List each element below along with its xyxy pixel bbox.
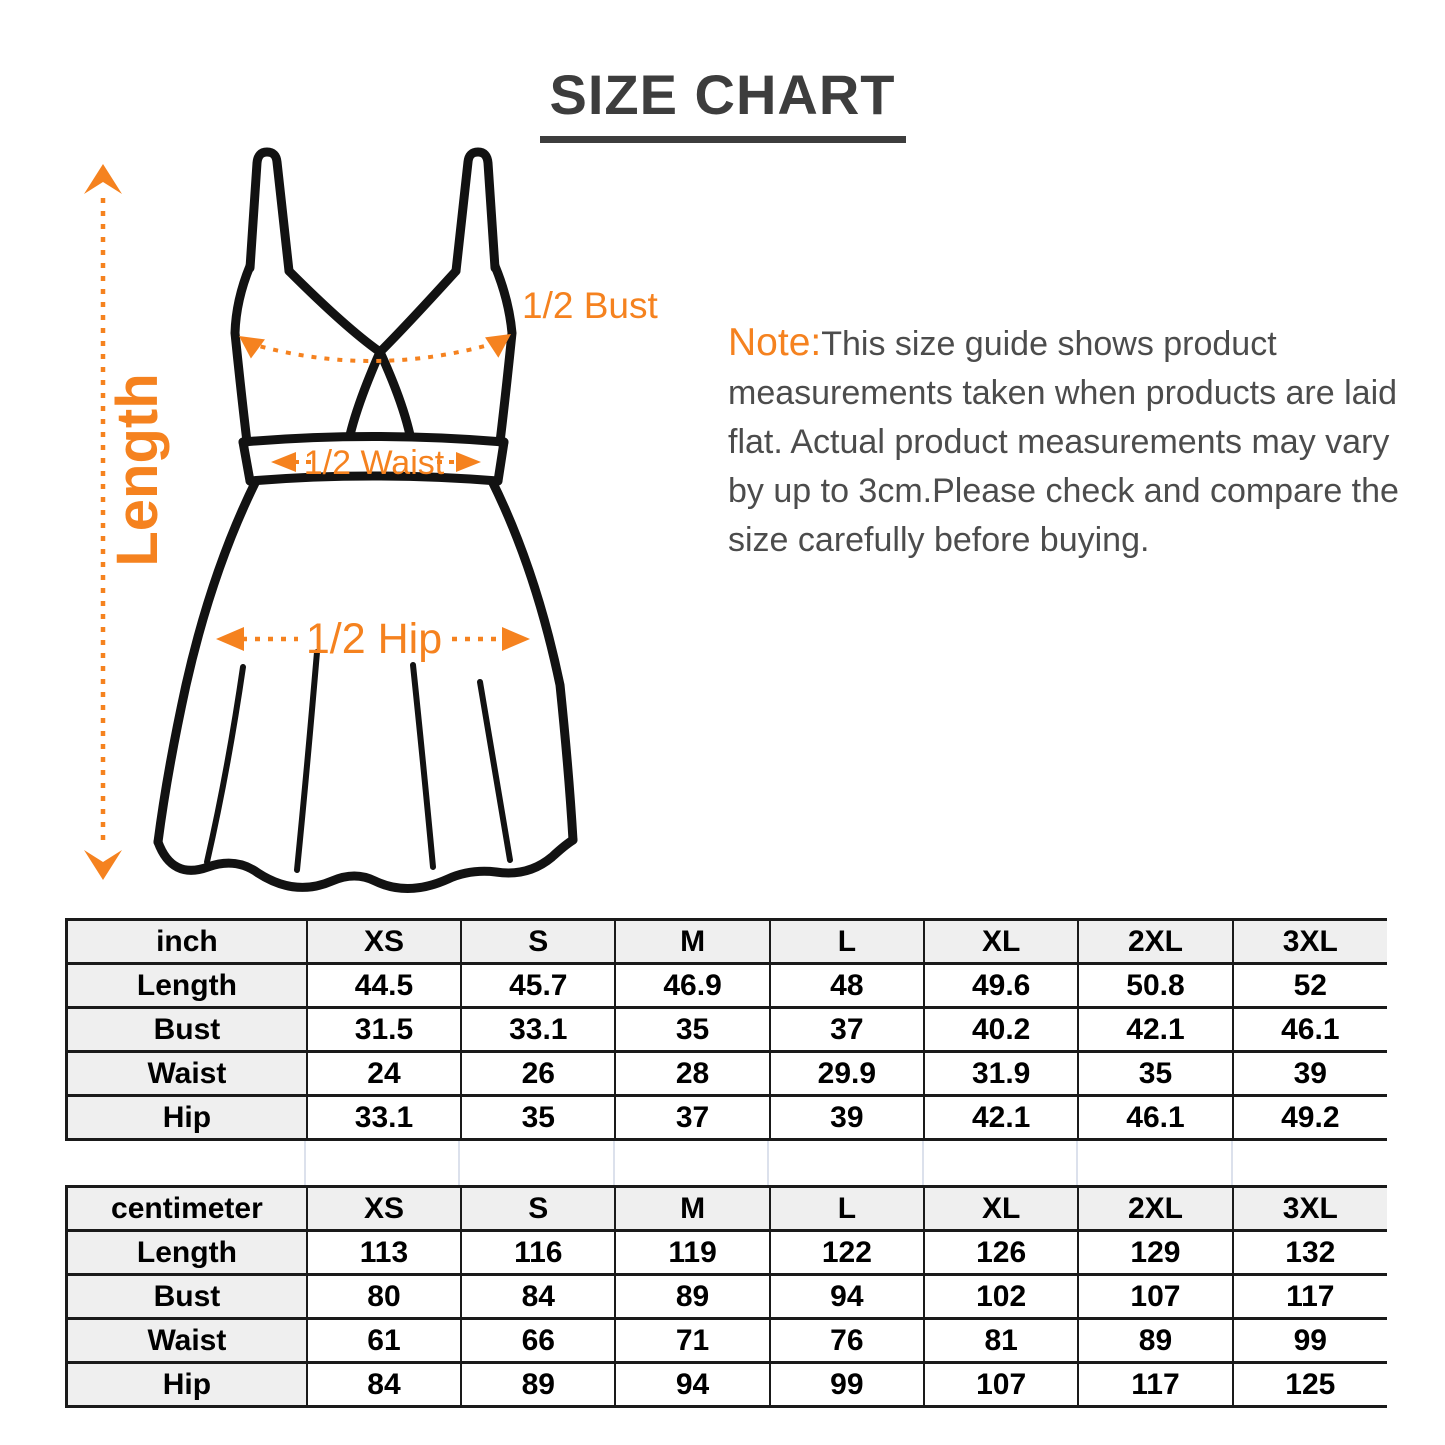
value-cell: 46.1	[1233, 1008, 1387, 1052]
skirt-right-edge	[492, 481, 573, 840]
waist-label: 1/2 Waist	[303, 444, 445, 482]
row-label-cell: Hip	[67, 1363, 307, 1407]
pleat-line	[297, 652, 317, 870]
pleat-line	[413, 665, 433, 867]
dress-outline	[158, 152, 573, 889]
left-strap	[250, 152, 289, 271]
size-header-cell: XS	[307, 1187, 461, 1231]
value-cell: 35	[615, 1008, 769, 1052]
waist-arrow-right-icon	[456, 452, 481, 472]
wrap-left-panel	[289, 271, 410, 435]
value-cell: 125	[1233, 1363, 1387, 1407]
value-cell: 37	[615, 1096, 769, 1140]
value-cell: 76	[770, 1319, 924, 1363]
value-cell: 35	[1078, 1052, 1232, 1096]
table-row	[67, 1096, 1388, 1140]
value-cell: 116	[461, 1231, 615, 1275]
value-cell: 119	[615, 1231, 769, 1275]
unit-header-cell: centimeter	[67, 1187, 307, 1231]
value-cell: 24	[307, 1052, 461, 1096]
table-row	[67, 1008, 1388, 1052]
row-label-cell: Bust	[67, 1008, 307, 1052]
value-cell: 48	[770, 964, 924, 1008]
value-cell: 122	[770, 1231, 924, 1275]
gap-cell	[769, 1141, 923, 1185]
gap-cell	[1233, 1141, 1387, 1185]
value-cell: 52	[1233, 964, 1387, 1008]
row-label-cell: Length	[67, 1231, 307, 1275]
value-cell: 44.5	[307, 964, 461, 1008]
skirt-pleats	[207, 652, 510, 870]
value-cell: 31.5	[307, 1008, 461, 1052]
row-label-cell: Bust	[67, 1275, 307, 1319]
dress-measurement-diagram	[60, 140, 660, 920]
value-cell: 84	[307, 1363, 461, 1407]
gap-cell	[306, 1141, 460, 1185]
right-strap	[456, 152, 495, 271]
size-header-cell: 2XL	[1078, 920, 1232, 964]
size-header-cell: M	[615, 1187, 769, 1231]
value-cell: 113	[307, 1231, 461, 1275]
size-header-cell: S	[461, 1187, 615, 1231]
value-cell: 33.1	[461, 1008, 615, 1052]
table-row	[67, 1052, 1388, 1096]
length-arrow-down-icon	[84, 850, 122, 880]
size-table-inch	[65, 918, 1387, 1141]
table-row	[67, 1363, 1388, 1407]
note-paragraph	[728, 318, 1404, 565]
value-cell: 99	[770, 1363, 924, 1407]
size-header-cell: 3XL	[1233, 1187, 1387, 1231]
value-cell: 33.1	[307, 1096, 461, 1140]
unit-header-cell: inch	[67, 920, 307, 964]
value-cell: 31.9	[924, 1052, 1078, 1096]
size-header-cell: 2XL	[1078, 1187, 1232, 1231]
value-cell: 89	[1078, 1319, 1232, 1363]
value-cell: 39	[1233, 1052, 1387, 1096]
gap-cell	[615, 1141, 769, 1185]
value-cell: 117	[1078, 1363, 1232, 1407]
page-title-wrap	[0, 62, 1445, 143]
value-cell: 129	[1078, 1231, 1232, 1275]
length-arrow-up-icon	[84, 164, 122, 194]
table-row	[67, 964, 1388, 1008]
value-cell: 46.9	[615, 964, 769, 1008]
length-label: Length	[105, 373, 170, 567]
value-cell: 49.2	[1233, 1096, 1387, 1140]
value-cell: 94	[770, 1275, 924, 1319]
row-label-cell: Hip	[67, 1096, 307, 1140]
gap-cell	[924, 1141, 1078, 1185]
value-cell: 71	[615, 1319, 769, 1363]
value-cell: 102	[924, 1275, 1078, 1319]
value-cell: 26	[461, 1052, 615, 1096]
value-cell: 81	[924, 1319, 1078, 1363]
gap-cell	[65, 1141, 306, 1185]
gap-cell	[460, 1141, 614, 1185]
value-cell: 45.7	[461, 964, 615, 1008]
value-cell: 66	[461, 1319, 615, 1363]
table-row	[67, 1231, 1388, 1275]
size-header-cell: XL	[924, 920, 1078, 964]
value-cell: 89	[461, 1363, 615, 1407]
value-cell: 39	[770, 1096, 924, 1140]
value-cell: 37	[770, 1008, 924, 1052]
bust-label: 1/2 Bust	[522, 285, 658, 326]
value-cell: 89	[615, 1275, 769, 1319]
value-cell: 42.1	[1078, 1008, 1232, 1052]
pleat-line	[207, 667, 243, 862]
waist-arrow-left-icon	[271, 452, 296, 472]
value-cell: 29.9	[770, 1052, 924, 1096]
value-cell: 80	[307, 1275, 461, 1319]
value-cell: 42.1	[924, 1096, 1078, 1140]
note-text: This size guide shows product measurements taken when products are laid flat. Actual product measurements may vary by up to 3cm.Please check and compare the size carefully before buying.	[728, 325, 1399, 559]
table-header-row	[67, 920, 1388, 964]
size-table-inch-body	[67, 920, 1388, 1140]
size-tables	[65, 918, 1387, 1408]
size-table-centimeter	[65, 1185, 1387, 1408]
note-label: Note:	[728, 321, 822, 364]
row-label-cell: Waist	[67, 1052, 307, 1096]
table-row	[67, 1319, 1388, 1363]
value-cell: 132	[1233, 1231, 1387, 1275]
left-side-seam	[235, 266, 250, 442]
table-row	[67, 1275, 1388, 1319]
dress-diagram-svg	[60, 140, 660, 920]
waistband-top	[243, 437, 504, 443]
value-cell: 49.6	[924, 964, 1078, 1008]
value-cell: 126	[924, 1231, 1078, 1275]
value-cell: 84	[461, 1275, 615, 1319]
value-cell: 107	[1078, 1275, 1232, 1319]
value-cell: 40.2	[924, 1008, 1078, 1052]
size-header-cell: L	[770, 920, 924, 964]
row-label-cell: Length	[67, 964, 307, 1008]
table-gap	[65, 1141, 1387, 1185]
value-cell: 50.8	[1078, 964, 1232, 1008]
size-header-cell: 3XL	[1233, 920, 1387, 964]
size-header-cell: XL	[924, 1187, 1078, 1231]
pleat-line	[480, 682, 510, 860]
hip-arrow-right-icon	[502, 627, 530, 651]
skirt-left-edge	[158, 481, 256, 842]
value-cell: 107	[924, 1363, 1078, 1407]
size-header-cell: S	[461, 920, 615, 964]
hip-arrow-left-icon	[216, 627, 244, 651]
size-header-cell: M	[615, 920, 769, 964]
row-label-cell: Waist	[67, 1319, 307, 1363]
value-cell: 28	[615, 1052, 769, 1096]
value-cell: 99	[1233, 1319, 1387, 1363]
value-cell: 35	[461, 1096, 615, 1140]
value-cell: 117	[1233, 1275, 1387, 1319]
waistband-right-cap	[498, 442, 504, 481]
size-header-cell: L	[770, 1187, 924, 1231]
waistband-left-cap	[243, 442, 250, 481]
table-header-row	[67, 1187, 1388, 1231]
value-cell: 61	[307, 1319, 461, 1363]
value-cell: 94	[615, 1363, 769, 1407]
page-title: SIZE CHART	[540, 62, 906, 143]
value-cell: 46.1	[1078, 1096, 1232, 1140]
size-header-cell: XS	[307, 920, 461, 964]
gap-cell	[1078, 1141, 1232, 1185]
hip-label: 1/2 Hip	[305, 615, 443, 663]
size-table-centimeter-body	[67, 1187, 1388, 1407]
